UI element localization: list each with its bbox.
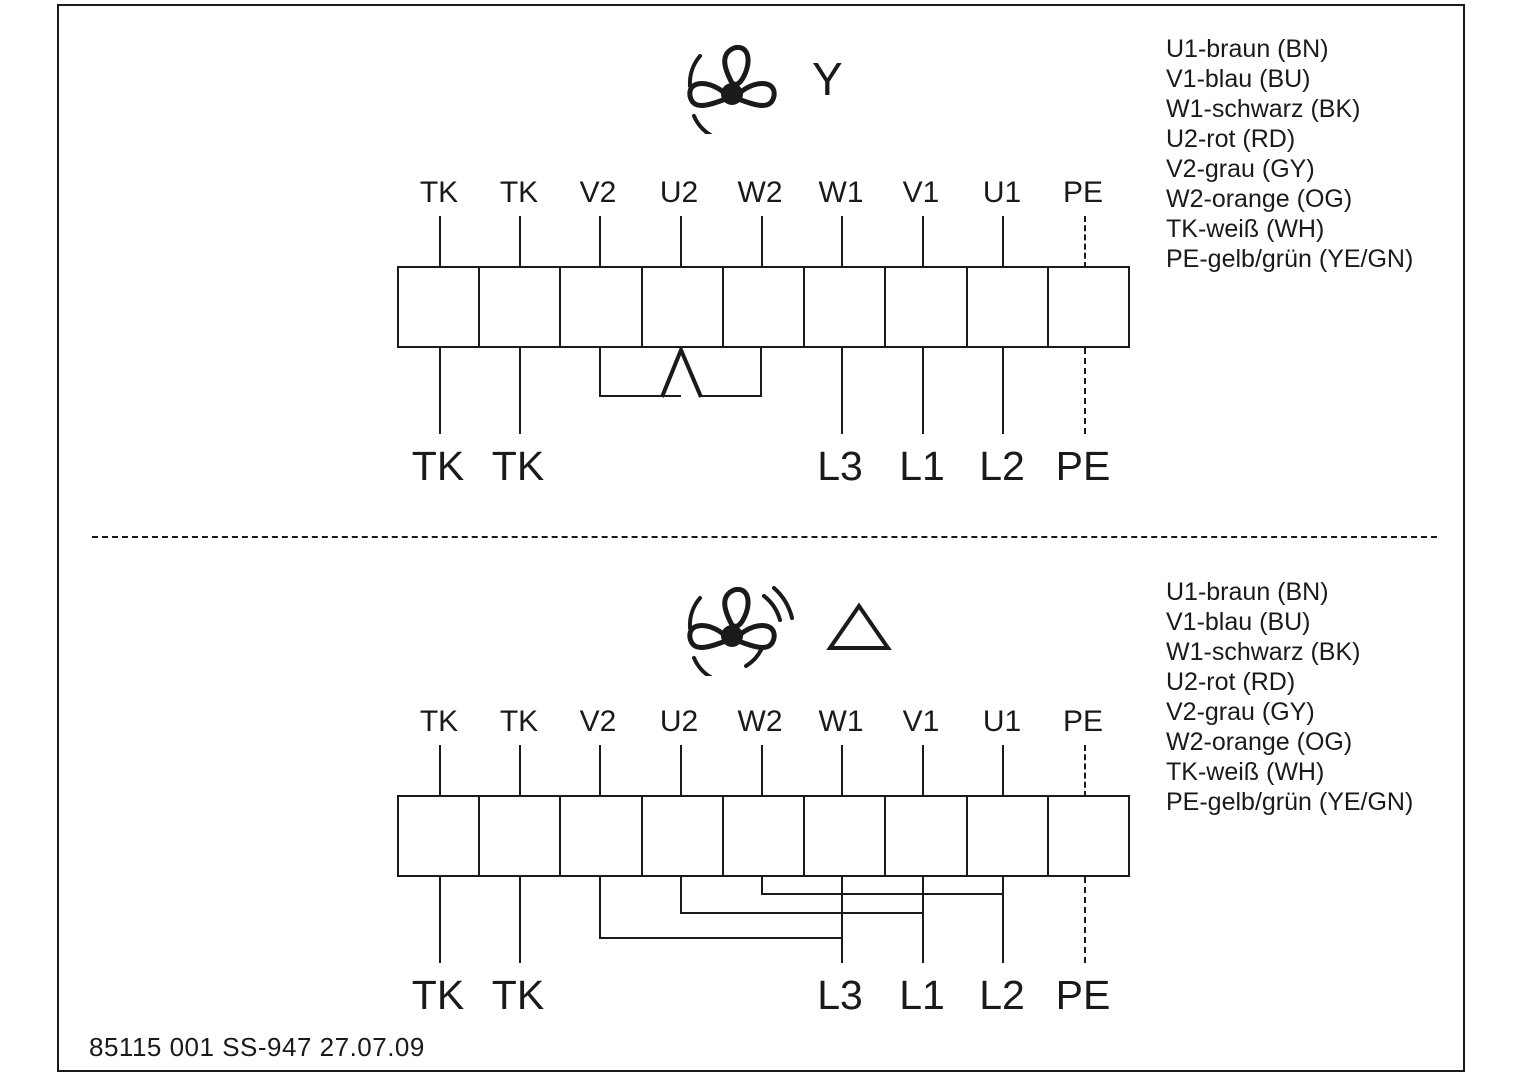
delta-connection-symbol [826,602,892,652]
lead-w2-top [761,216,763,268]
terminal-label-v2: V2 [579,176,617,209]
legend-line: V2-grau (GY) [1166,155,1315,183]
lead-u1-bottom [1002,348,1004,434]
supply-label-l1: L1 [899,972,945,1018]
bridge-v2-drop [599,348,601,396]
terminal-block-delta [397,795,1130,877]
lead-tk2-top [519,216,521,268]
legend-line: W1-schwarz (BK) [1166,638,1361,666]
terminal-cell-v2 [561,797,642,875]
legend-line: W2-orange (OG) [1166,185,1353,213]
terminal-label-w1: W1 [818,705,864,738]
lead-w1-bottom-l3 [841,877,843,963]
terminal-label-u1: U1 [982,705,1022,738]
lead-pe-top [1084,745,1086,797]
terminal-label-v2: V2 [579,705,617,738]
supply-label-tk1: TK [411,972,465,1018]
lead-pe-bottom [1084,348,1086,434]
supply-label-pe: PE [1055,443,1111,489]
terminal-label-pe: PE [1062,705,1104,738]
terminal-cell-w2 [724,268,805,346]
legend-line: U1-braun (BN) [1166,35,1329,63]
bridge-v2-drop [599,877,601,939]
lead-tk1-top [439,216,441,268]
terminal-label-u2: U2 [659,705,699,738]
bridge-u2-to-v1 [680,912,922,914]
terminal-cell-tk1 [399,268,480,346]
terminal-label-tk2: TK [499,176,539,209]
fan-low-speed-icon [676,34,786,134]
terminal-block-star [397,266,1130,348]
terminal-label-u2: U2 [659,176,699,209]
bridge-v2-to-w1 [599,937,842,939]
lead-tk1-top [439,745,441,797]
lead-w1-top [841,745,843,797]
legend-line: PE-gelb/grün (YE/GN) [1166,245,1414,273]
terminal-label-pe: PE [1062,176,1104,209]
lead-pe-bottom [1084,877,1086,963]
terminal-cell-tk1 [399,797,480,875]
supply-label-l2: L2 [979,443,1025,489]
lead-u1-bottom-l2 [1002,877,1004,963]
legend-star [1166,34,1413,274]
terminal-cell-tk2 [480,797,561,875]
legend-line: U1-braun (BN) [1166,578,1329,606]
terminal-cell-w2 [724,797,805,875]
supply-label-tk2: TK [491,443,545,489]
lead-pe-top [1084,216,1086,268]
legend-line: TK-weiß (WH) [1166,758,1325,786]
star-connection-symbol: Y [812,53,843,105]
lead-tk2-bottom [519,877,521,963]
terminal-cell-v1 [886,797,967,875]
lead-v2-top [599,216,601,268]
terminal-cell-w1 [805,797,886,875]
terminal-cell-tk2 [480,268,561,346]
terminal-cell-pe [1049,268,1128,346]
legend-line: W1-schwarz (BK) [1166,95,1361,123]
legend-delta [1166,577,1413,817]
legend-line: TK-weiß (WH) [1166,215,1325,243]
bridge-u2-drop [680,877,682,914]
terminal-cell-u1 [968,268,1049,346]
terminal-cell-u1 [968,797,1049,875]
section-divider [92,536,1437,538]
terminal-cell-v2 [561,268,642,346]
terminal-label-u1: U1 [982,176,1022,209]
lead-v1-bottom [922,348,924,434]
terminal-label-w2: W2 [737,705,783,738]
supply-label-l3: L3 [817,443,863,489]
lead-u1-top [1002,745,1004,797]
bridge-w2-drop [760,348,762,396]
bridge-u2-peak [660,348,704,398]
legend-line: PE-gelb/grün (YE/GN) [1166,788,1414,816]
terminal-label-tk2: TK [499,705,539,738]
lead-v2-top [599,745,601,797]
lead-u2-top [680,216,682,268]
lead-w1-bottom [841,348,843,434]
legend-line: V1-blau (BU) [1166,608,1311,636]
terminal-label-v1: V1 [902,705,940,738]
lead-v1-top [922,745,924,797]
terminal-label-tk1: TK [419,176,459,209]
lead-tk2-bottom [519,348,521,434]
fan-high-speed-icon [676,576,796,676]
terminal-cell-u2 [643,268,724,346]
terminal-label-w1: W1 [818,176,864,209]
legend-line: V1-blau (BU) [1166,65,1311,93]
supply-label-l2: L2 [979,972,1025,1018]
supply-label-l3: L3 [817,972,863,1018]
lead-tk1-bottom [439,348,441,434]
terminal-label-v1: V1 [902,176,940,209]
legend-line: U2-rot (RD) [1166,125,1296,153]
legend-line: W2-orange (OG) [1166,728,1353,756]
lead-w1-top [841,216,843,268]
lead-tk2-top [519,745,521,797]
lead-u1-top [1002,216,1004,268]
lead-v1-top [922,216,924,268]
terminal-label-w2: W2 [737,176,783,209]
legend-line: U2-rot (RD) [1166,668,1296,696]
terminal-cell-v1 [886,268,967,346]
lead-v1-bottom-l1 [922,877,924,963]
terminal-cell-pe [1049,797,1128,875]
terminal-cell-u2 [643,797,724,875]
lead-w2-top [761,745,763,797]
bridge-w2-to-u1 [761,893,1003,895]
supply-label-tk1: TK [411,443,465,489]
bridge-u2-w2 [700,395,762,397]
drawing-footer-text: 85115 001 SS-947 27.07.09 [89,1032,425,1062]
lead-u2-top [680,745,682,797]
lead-tk1-bottom [439,877,441,963]
legend-line: V2-grau (GY) [1166,698,1315,726]
terminal-label-tk1: TK [419,705,459,738]
supply-label-pe: PE [1055,972,1111,1018]
supply-label-tk2: TK [491,972,545,1018]
supply-label-l1: L1 [899,443,945,489]
terminal-cell-w1 [805,268,886,346]
